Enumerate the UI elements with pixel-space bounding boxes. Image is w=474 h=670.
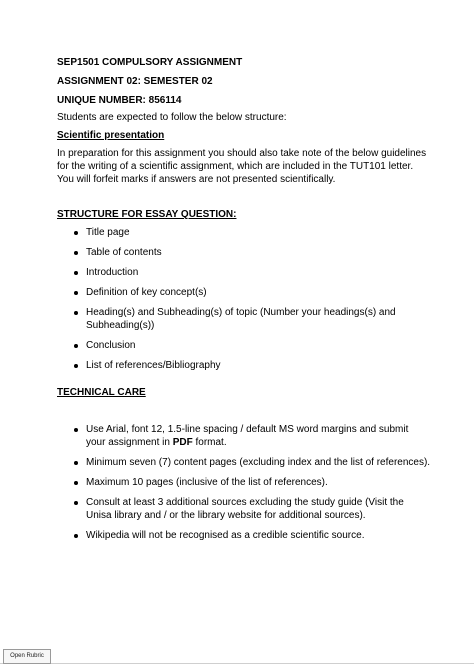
bullet-icon [74, 231, 78, 235]
bullet-icon [74, 364, 78, 368]
bullet-icon [74, 501, 78, 505]
list-item: Use Arial, font 12, 1.5-line spacing / default MS word margins and submit your assignment in PDF format. [57, 423, 426, 449]
list-item: Title page [57, 226, 437, 239]
list-item: Introduction [57, 266, 437, 279]
intro-text: Students are expected to follow the below structure: [57, 112, 287, 123]
bullet-icon [74, 291, 78, 295]
scientific-presentation-heading: Scientific presentation [57, 130, 165, 141]
page-divider [0, 663, 474, 664]
bullet-icon [74, 251, 78, 255]
bullet-icon [74, 344, 78, 348]
technical-care-list [57, 423, 437, 542]
bullet-icon [74, 481, 78, 485]
assignment-title: ASSIGNMENT 02: SEMESTER 02 [57, 76, 213, 87]
bullet-icon [74, 311, 78, 315]
bullet-icon [74, 271, 78, 275]
technical-care-heading: TECHNICAL CARE [57, 387, 146, 398]
list-item: Maximum 10 pages (inclusive of the list of references). [57, 476, 437, 489]
bullet-icon [74, 461, 78, 465]
list-item: Consult at least 3 additional sources excluding the study guide (Visit the Unisa library and / or the library website for additional sources). [57, 496, 421, 522]
unique-number-value: 856114 [148, 95, 182, 106]
pdf-emphasis: PDF [172, 437, 193, 448]
unique-number-label: UNIQUE NUMBER: [57, 95, 146, 106]
list-item: Table of contents [57, 246, 437, 259]
course-title: SEP1501 COMPULSORY ASSIGNMENT [57, 57, 243, 68]
list-item: Wikipedia will not be recognised as a credible scientific source. [57, 529, 437, 542]
bullet-icon [74, 534, 78, 538]
scientific-presentation-paragraph: In preparation for this assignment you should also take note of the below guidelines for the writing of a scientific assignment, which are included in the TUT101 letter. You will forfeit marks if answers are not presented scientifically. [57, 148, 427, 185]
list-item: Minimum seven (7) content pages (excluding index and the list of references). [57, 456, 437, 469]
structure-heading: STRUCTURE FOR ESSAY QUESTION: [57, 209, 237, 220]
list-item: Conclusion [57, 339, 437, 352]
list-item: Heading(s) and Subheading(s) of topic (Number your headings(s) and Subheading(s)) [57, 306, 426, 332]
list-item: Definition of key concept(s) [57, 286, 437, 299]
list-item: List of references/Bibliography [57, 359, 437, 372]
structure-list [57, 226, 437, 372]
open-rubric-button[interactable]: Open Rubric [3, 649, 51, 664]
unique-number-line [57, 94, 182, 107]
bullet-icon [74, 428, 78, 432]
